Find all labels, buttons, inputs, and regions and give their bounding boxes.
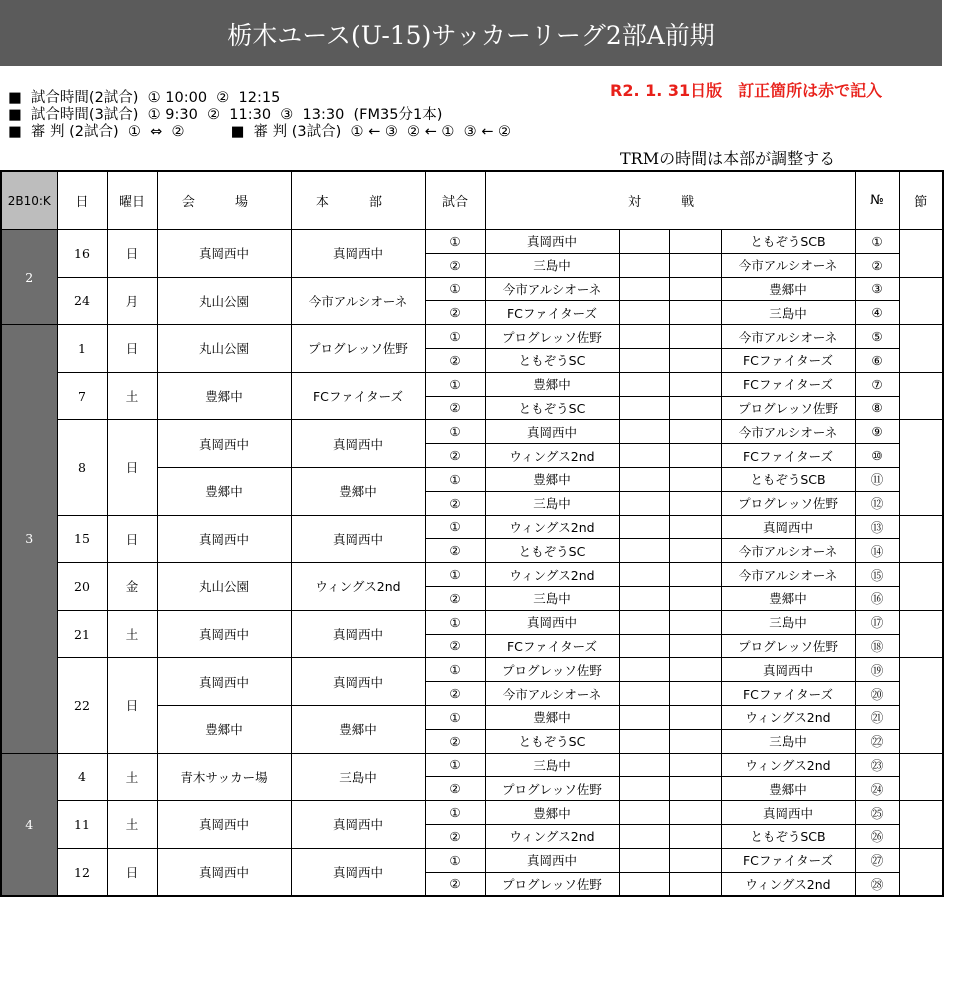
weekday-cell: 金: [107, 563, 157, 611]
home-score-cell: [619, 420, 669, 444]
venue-cell: 丸山公園: [157, 563, 291, 611]
away-team-cell: 三島中: [721, 729, 855, 753]
table-row: [1, 610, 943, 634]
home-score-cell: [619, 586, 669, 610]
away-score-cell: [669, 348, 721, 372]
home-score-cell: [619, 539, 669, 563]
away-score-cell: [669, 491, 721, 515]
away-team-cell: 真岡西中: [721, 658, 855, 682]
home-team-cell: 今市アルシオーネ: [485, 682, 619, 706]
header-weekday: 曜日: [107, 171, 157, 230]
game-number-cell: ①: [425, 372, 485, 396]
day-cell: 1: [57, 325, 107, 373]
home-team-cell: ウィングス2nd: [485, 515, 619, 539]
away-team-cell: ウィングス2nd: [721, 705, 855, 729]
home-team-cell: 三島中: [485, 253, 619, 277]
match-no-cell: ③: [855, 277, 899, 301]
day-cell: 8: [57, 420, 107, 515]
game-number-cell: ①: [425, 420, 485, 444]
game-number-cell: ①: [425, 848, 485, 872]
home-team-cell: 真岡西中: [485, 610, 619, 634]
away-team-cell: 今市アルシオーネ: [721, 563, 855, 587]
game-number-cell: ②: [425, 777, 485, 801]
away-score-cell: [669, 753, 721, 777]
game-number-cell: ①: [425, 467, 485, 491]
home-score-cell: [619, 348, 669, 372]
away-team-cell: 今市アルシオーネ: [721, 253, 855, 277]
match-no-cell: ㉘: [855, 872, 899, 896]
game-number-cell: ②: [425, 396, 485, 420]
section-cell: [899, 325, 943, 373]
day-cell: 11: [57, 801, 107, 849]
game-number-cell: ②: [425, 348, 485, 372]
note-line-match-time-2: ■ 試合時間(2試合) ① 10:00 ② 12:15: [8, 90, 281, 106]
home-team-cell: 真岡西中: [485, 848, 619, 872]
away-score-cell: [669, 372, 721, 396]
game-number-cell: ①: [425, 563, 485, 587]
away-team-cell: プログレッソ佐野: [721, 491, 855, 515]
hq-cell: ウィングス2nd: [291, 563, 425, 611]
home-score-cell: [619, 277, 669, 301]
match-no-cell: ㉕: [855, 801, 899, 825]
away-team-cell: 三島中: [721, 301, 855, 325]
notes-block: [8, 90, 511, 141]
home-score-cell: [619, 301, 669, 325]
hq-cell: 真岡西中: [291, 658, 425, 706]
weekday-cell: 日: [107, 515, 157, 563]
day-cell: 22: [57, 658, 107, 753]
home-team-cell: FCファイターズ: [485, 301, 619, 325]
away-team-cell: 今市アルシオーネ: [721, 325, 855, 349]
home-score-cell: [619, 444, 669, 468]
header-venue: 会 場: [157, 171, 291, 230]
home-score-cell: [619, 705, 669, 729]
month-cell: 4: [1, 753, 57, 896]
table-row: [1, 372, 943, 396]
match-no-cell: ⑪: [855, 467, 899, 491]
home-team-cell: ウィングス2nd: [485, 563, 619, 587]
home-team-cell: 豊郷中: [485, 467, 619, 491]
game-number-cell: ①: [425, 277, 485, 301]
home-team-cell: 三島中: [485, 753, 619, 777]
home-score-cell: [619, 682, 669, 706]
match-no-cell: ⑮: [855, 563, 899, 587]
game-number-cell: ②: [425, 301, 485, 325]
match-no-cell: ⑫: [855, 491, 899, 515]
game-number-cell: ②: [425, 634, 485, 658]
away-score-cell: [669, 420, 721, 444]
section-cell: [899, 848, 943, 896]
home-score-cell: [619, 753, 669, 777]
away-score-cell: [669, 658, 721, 682]
home-team-cell: ともぞうSC: [485, 729, 619, 753]
home-team-cell: 豊郷中: [485, 372, 619, 396]
game-number-cell: ①: [425, 705, 485, 729]
venue-cell: 真岡西中: [157, 801, 291, 849]
away-score-cell: [669, 277, 721, 301]
away-score-cell: [669, 467, 721, 491]
match-no-cell: ㉗: [855, 848, 899, 872]
match-no-cell: ㉓: [855, 753, 899, 777]
away-score-cell: [669, 444, 721, 468]
away-team-cell: 豊郷中: [721, 277, 855, 301]
day-cell: 4: [57, 753, 107, 801]
hq-cell: FCファイターズ: [291, 372, 425, 420]
venue-cell: 青木サッカー場: [157, 753, 291, 801]
away-team-cell: FCファイターズ: [721, 372, 855, 396]
venue-cell: 真岡西中: [157, 658, 291, 706]
page-title: 栃木ユース(U-15)サッカーリーグ2部A前期: [0, 0, 942, 66]
match-no-cell: ⑲: [855, 658, 899, 682]
home-team-cell: 今市アルシオーネ: [485, 277, 619, 301]
home-score-cell: [619, 325, 669, 349]
away-team-cell: FCファイターズ: [721, 348, 855, 372]
home-team-cell: ともぞうSC: [485, 396, 619, 420]
hq-cell: 今市アルシオーネ: [291, 277, 425, 325]
section-cell: [899, 563, 943, 611]
note-line-referee: ■ 審 判 (2試合) ① ⇔ ② ■ 審 判 (3試合) ① ← ③ ② ← ① ③ ← ②: [8, 124, 511, 140]
match-no-cell: ⑰: [855, 610, 899, 634]
away-team-cell: ウィングス2nd: [721, 872, 855, 896]
weekday-cell: 日: [107, 325, 157, 373]
match-no-cell: ①: [855, 230, 899, 254]
section-cell: [899, 801, 943, 849]
game-number-cell: ①: [425, 610, 485, 634]
table-row: [1, 515, 943, 539]
home-team-cell: 三島中: [485, 586, 619, 610]
match-no-cell: ④: [855, 301, 899, 325]
match-no-cell: ㉒: [855, 729, 899, 753]
section-cell: [899, 420, 943, 515]
weekday-cell: 土: [107, 610, 157, 658]
game-number-cell: ②: [425, 253, 485, 277]
match-no-cell: ⑱: [855, 634, 899, 658]
home-team-cell: プログレッソ佐野: [485, 325, 619, 349]
away-score-cell: [669, 253, 721, 277]
game-number-cell: ①: [425, 325, 485, 349]
home-team-cell: FCファイターズ: [485, 634, 619, 658]
game-number-cell: ②: [425, 444, 485, 468]
home-score-cell: [619, 824, 669, 848]
home-team-cell: 豊郷中: [485, 705, 619, 729]
table-row: [1, 325, 943, 349]
game-number-cell: ②: [425, 824, 485, 848]
home-score-cell: [619, 872, 669, 896]
section-cell: [899, 277, 943, 325]
table-row: [1, 848, 943, 872]
venue-cell: 真岡西中: [157, 848, 291, 896]
hq-cell: 真岡西中: [291, 420, 425, 468]
weekday-cell: 土: [107, 372, 157, 420]
hq-cell: プログレッソ佐野: [291, 325, 425, 373]
home-team-cell: 真岡西中: [485, 230, 619, 254]
match-no-cell: ⑨: [855, 420, 899, 444]
venue-cell: 豊郷中: [157, 467, 291, 515]
home-team-cell: プログレッソ佐野: [485, 777, 619, 801]
away-team-cell: 豊郷中: [721, 586, 855, 610]
venue-cell: 真岡西中: [157, 515, 291, 563]
home-score-cell: [619, 777, 669, 801]
home-score-cell: [619, 372, 669, 396]
match-no-cell: ⑥: [855, 348, 899, 372]
trm-note: TRMの時間は本部が調整する: [620, 149, 836, 168]
away-score-cell: [669, 539, 721, 563]
game-number-cell: ①: [425, 515, 485, 539]
game-number-cell: ②: [425, 491, 485, 515]
header-row: [1, 171, 943, 230]
game-number-cell: ①: [425, 230, 485, 254]
match-no-cell: ㉑: [855, 705, 899, 729]
hq-cell: 真岡西中: [291, 848, 425, 896]
venue-cell: 真岡西中: [157, 230, 291, 278]
weekday-cell: 日: [107, 848, 157, 896]
day-cell: 7: [57, 372, 107, 420]
schedule-body: [1, 230, 943, 897]
hq-cell: 真岡西中: [291, 515, 425, 563]
game-number-cell: ②: [425, 872, 485, 896]
away-team-cell: ともぞうSCB: [721, 824, 855, 848]
away-team-cell: 真岡西中: [721, 801, 855, 825]
home-score-cell: [619, 467, 669, 491]
home-score-cell: [619, 253, 669, 277]
home-team-cell: 豊郷中: [485, 801, 619, 825]
hq-cell: 真岡西中: [291, 610, 425, 658]
section-cell: [899, 372, 943, 420]
home-score-cell: [619, 658, 669, 682]
away-team-cell: FCファイターズ: [721, 682, 855, 706]
home-score-cell: [619, 515, 669, 539]
header-section: 節: [899, 171, 943, 230]
table-row: [1, 563, 943, 587]
schedule-table: [0, 170, 944, 897]
away-team-cell: プログレッソ佐野: [721, 634, 855, 658]
away-team-cell: 豊郷中: [721, 777, 855, 801]
home-score-cell: [619, 563, 669, 587]
game-number-cell: ①: [425, 658, 485, 682]
away-score-cell: [669, 705, 721, 729]
away-score-cell: [669, 563, 721, 587]
home-score-cell: [619, 610, 669, 634]
game-number-cell: ②: [425, 586, 485, 610]
header-day: 日: [57, 171, 107, 230]
away-team-cell: ともぞうSCB: [721, 467, 855, 491]
section-cell: [899, 753, 943, 801]
venue-cell: 真岡西中: [157, 610, 291, 658]
weekday-cell: 土: [107, 753, 157, 801]
day-cell: 24: [57, 277, 107, 325]
game-number-cell: ①: [425, 753, 485, 777]
game-number-cell: ①: [425, 801, 485, 825]
note-line-match-time-3: ■ 試合時間(3試合) ① 9:30 ② 11:30 ③ 13:30 (FM35分1本): [8, 107, 443, 123]
venue-cell: 豊郷中: [157, 372, 291, 420]
away-score-cell: [669, 824, 721, 848]
match-no-cell: ⑬: [855, 515, 899, 539]
away-score-cell: [669, 396, 721, 420]
hq-cell: 豊郷中: [291, 705, 425, 753]
day-cell: 21: [57, 610, 107, 658]
game-number-cell: ②: [425, 682, 485, 706]
away-score-cell: [669, 872, 721, 896]
away-team-cell: ウィングス2nd: [721, 753, 855, 777]
hq-cell: 三島中: [291, 753, 425, 801]
match-no-cell: ⑭: [855, 539, 899, 563]
section-cell: [899, 515, 943, 563]
home-score-cell: [619, 396, 669, 420]
day-cell: 16: [57, 230, 107, 278]
match-no-cell: ⑳: [855, 682, 899, 706]
home-score-cell: [619, 848, 669, 872]
table-row: [1, 753, 943, 777]
hq-cell: 豊郷中: [291, 467, 425, 515]
table-row: [1, 277, 943, 301]
header-code: 2B10:K: [1, 171, 57, 230]
weekday-cell: 土: [107, 801, 157, 849]
home-team-cell: ともぞうSC: [485, 348, 619, 372]
hq-cell: 真岡西中: [291, 801, 425, 849]
match-no-cell: ⑯: [855, 586, 899, 610]
day-cell: 15: [57, 515, 107, 563]
match-no-cell: ㉖: [855, 824, 899, 848]
away-score-cell: [669, 682, 721, 706]
match-no-cell: ⑧: [855, 396, 899, 420]
home-score-cell: [619, 801, 669, 825]
day-cell: 12: [57, 848, 107, 896]
weekday-cell: 月: [107, 277, 157, 325]
match-no-cell: ②: [855, 253, 899, 277]
section-cell: [899, 230, 943, 278]
weekday-cell: 日: [107, 420, 157, 515]
away-score-cell: [669, 777, 721, 801]
revision-note: R2. 1. 31日版 訂正箇所は赤で記入: [610, 81, 883, 100]
away-team-cell: FCファイターズ: [721, 848, 855, 872]
home-team-cell: ともぞうSC: [485, 539, 619, 563]
venue-cell: 丸山公園: [157, 277, 291, 325]
weekday-cell: 日: [107, 230, 157, 278]
match-no-cell: ⑤: [855, 325, 899, 349]
header-game: 試合: [425, 171, 485, 230]
venue-cell: 豊郷中: [157, 705, 291, 753]
away-score-cell: [669, 515, 721, 539]
table-row: [1, 230, 943, 254]
day-cell: 20: [57, 563, 107, 611]
game-number-cell: ②: [425, 729, 485, 753]
venue-cell: 丸山公園: [157, 325, 291, 373]
venue-cell: 真岡西中: [157, 420, 291, 468]
away-score-cell: [669, 586, 721, 610]
away-score-cell: [669, 801, 721, 825]
home-score-cell: [619, 230, 669, 254]
header-hq: 本 部: [291, 171, 425, 230]
section-cell: [899, 658, 943, 753]
table-row: [1, 801, 943, 825]
away-team-cell: 真岡西中: [721, 515, 855, 539]
weekday-cell: 日: [107, 658, 157, 753]
header-no: №: [855, 171, 899, 230]
away-team-cell: ともぞうSCB: [721, 230, 855, 254]
match-no-cell: ⑩: [855, 444, 899, 468]
month-cell: 3: [1, 325, 57, 753]
away-score-cell: [669, 848, 721, 872]
away-score-cell: [669, 634, 721, 658]
home-team-cell: ウィングス2nd: [485, 444, 619, 468]
away-score-cell: [669, 325, 721, 349]
away-team-cell: 三島中: [721, 610, 855, 634]
header-match: 対 戦: [485, 171, 855, 230]
away-score-cell: [669, 729, 721, 753]
away-team-cell: プログレッソ佐野: [721, 396, 855, 420]
table-row: [1, 420, 943, 444]
month-cell: 2: [1, 230, 57, 325]
home-team-cell: 三島中: [485, 491, 619, 515]
home-team-cell: プログレッソ佐野: [485, 658, 619, 682]
away-score-cell: [669, 230, 721, 254]
home-team-cell: ウィングス2nd: [485, 824, 619, 848]
game-number-cell: ②: [425, 539, 485, 563]
away-team-cell: FCファイターズ: [721, 444, 855, 468]
away-score-cell: [669, 301, 721, 325]
home-score-cell: [619, 491, 669, 515]
match-no-cell: ⑦: [855, 372, 899, 396]
home-team-cell: プログレッソ佐野: [485, 872, 619, 896]
away-team-cell: 今市アルシオーネ: [721, 420, 855, 444]
section-cell: [899, 610, 943, 658]
home-team-cell: 真岡西中: [485, 420, 619, 444]
hq-cell: 真岡西中: [291, 230, 425, 278]
away-team-cell: 今市アルシオーネ: [721, 539, 855, 563]
away-score-cell: [669, 610, 721, 634]
table-row: [1, 658, 943, 682]
home-score-cell: [619, 729, 669, 753]
match-no-cell: ㉔: [855, 777, 899, 801]
home-score-cell: [619, 634, 669, 658]
